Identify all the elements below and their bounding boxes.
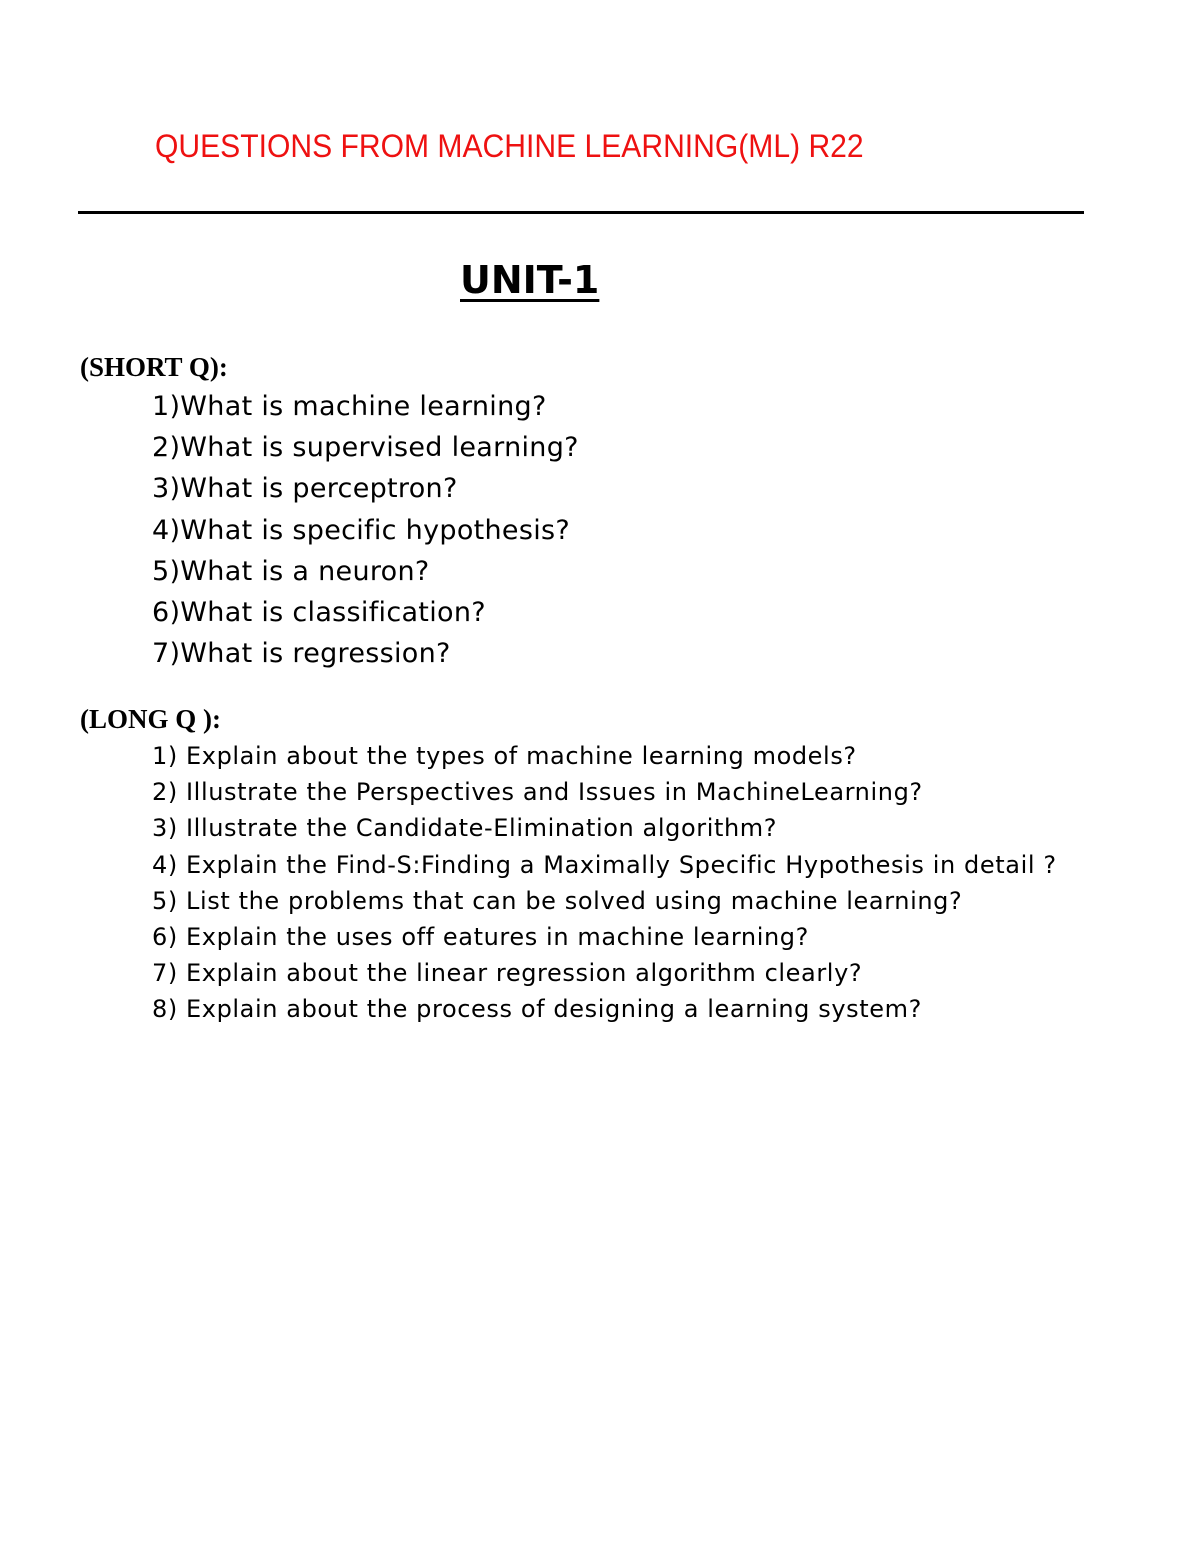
short-question-item: 7)What is regression? [152, 638, 451, 670]
long-questions-list [152, 738, 1132, 1028]
long-question-item [152, 810, 1132, 846]
horizontal-rule [78, 211, 1084, 214]
unit-heading: UNIT-1 [460, 258, 600, 302]
long-question-number: 6) [152, 923, 178, 952]
long-question-number: 1) [152, 742, 178, 770]
long-question-number: 4) [152, 850, 178, 879]
long-question-text: Explain about the types of machine learning models? [186, 742, 857, 770]
long-question-item [152, 847, 1132, 883]
long-question-text: Explain about the process of designing a learning system? [186, 995, 922, 1024]
short-question-item: 5)What is a neuron? [152, 555, 430, 587]
long-question-item [152, 883, 1132, 919]
long-question-number: 2) [152, 778, 178, 807]
long-question-item [152, 919, 1132, 955]
long-question-item [152, 955, 1132, 991]
long-question-text: List the problems that can be solved using machine learning? [186, 886, 963, 915]
short-question-item: 6)What is classification? [152, 597, 486, 629]
long-question-text: Explain the uses off eatures in machine learning? [186, 923, 809, 952]
document-title: QUESTIONS FROM MACHINE LEARNING(ML) R22 [155, 128, 864, 164]
long-questions-heading: (LONG Q ): [80, 704, 221, 734]
long-question-text: Illustrate the Candidate-Elimination algorithm? [186, 814, 778, 843]
long-question-text: Explain about the linear regression algorithm clearly? [186, 959, 863, 988]
short-questions-list [152, 386, 579, 674]
short-question-item: 4)What is specific hypothesis? [152, 514, 571, 546]
long-question-number: 7) [152, 959, 178, 988]
long-question-number: 3) [152, 814, 178, 843]
long-question-number: 5) [152, 886, 178, 915]
short-question-item: 1)What is machine learning? [152, 391, 547, 422]
short-question-item: 3)What is perceptron? [152, 473, 458, 505]
short-questions-heading: (SHORT Q): [80, 352, 228, 382]
long-question-text: Illustrate the Perspectives and Issues in MachineLearning? [186, 778, 923, 807]
long-question-text: Explain the Find-S:Finding a Maximally Specific Hypothesis in detail ? [186, 850, 1057, 879]
long-question-item [152, 991, 1132, 1027]
long-question-item [152, 774, 1132, 810]
long-question-item [152, 738, 1132, 774]
short-question-item: 2)What is supervised learning? [152, 432, 579, 464]
long-question-number: 8) [152, 995, 178, 1024]
